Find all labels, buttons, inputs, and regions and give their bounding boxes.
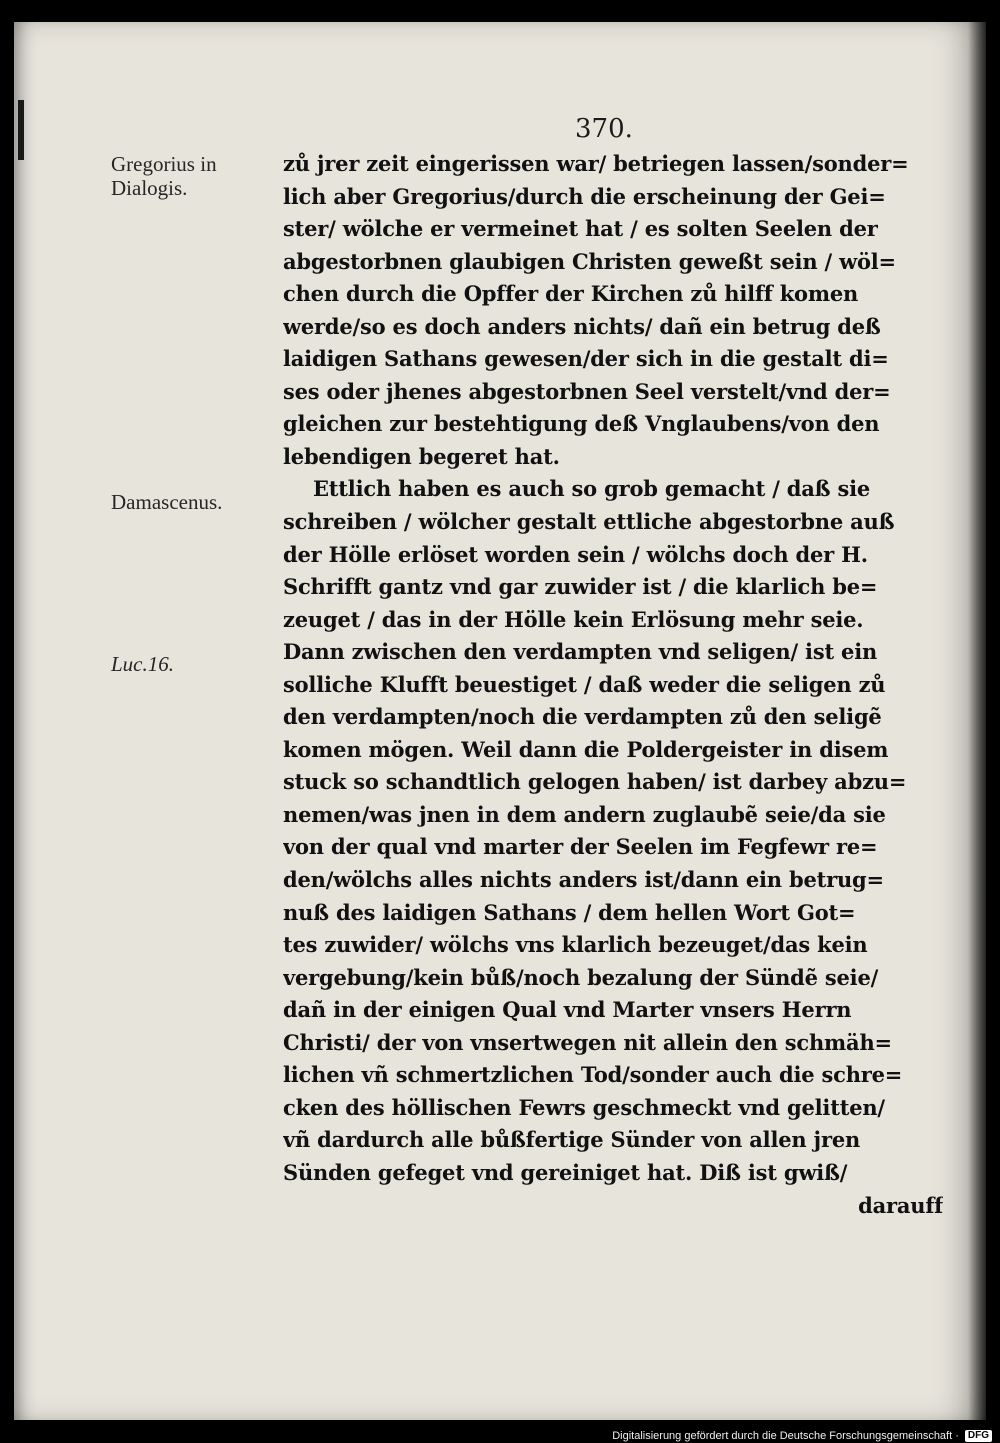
text-line: chen durch die Opffer der Kirchen zů hilff komen [283,281,859,307]
text-line: von der qual vnd marter der Seelen im Fegfewr re= [283,834,878,860]
text-line: den/wölchs alles nichts anders ist/dann ein betrug= [283,867,884,893]
digitization-footer [0,1428,996,1443]
margin-note-luke [111,652,174,676]
text-line: der Hölle erlöset worden sein / wölchs doch der H. [283,541,868,567]
text-line: Dann zwischen den verdampten vnd seligen/ ist ein [283,639,878,665]
text-line: ses oder jhenes abgestorbnen Seel verstelt/vnd der= [283,378,891,404]
margin-note-damascenus [111,490,222,514]
text-line: stuck so schandtlich gelogen haben/ ist darbey abzu= [283,769,907,795]
text-line: dañ in der einigen Qual vnd Marter vnsers Herrn [283,997,852,1023]
text-line: Sünden gefeget vnd gereiniget hat. Diß ist gwiß/ [283,1159,848,1185]
margin-note-gregorius [111,152,217,200]
page-edge-mark [18,100,24,160]
text-line: ster/ wölche er vermeinet hat / es solten Seelen der [283,216,878,242]
text-line: Ettlich haben es auch so grob gemacht / daß sie [313,476,871,502]
text-line: gleichen zur bestehtigung deß Vnglaubens/von den [283,411,880,437]
margin-note-line: Luc.16. [111,652,174,676]
text-line: den verdampten/noch die verdampten zů den seligẽ [283,704,882,730]
text-line: nuß des laidigen Sathans / dem hellen Wort Got= [283,899,856,925]
text-line: solliche Klufft beuestiget / daß weder die seligen zů [283,671,886,697]
text-line: lichen vñ schmertzlichen Tod/sonder auch die schre= [283,1062,903,1088]
text-line: zeuget / das in der Hölle kein Erlösung mehr seie. [283,606,864,632]
margin-note-line: Dialogis. [111,176,188,200]
page-number: 370. [575,114,633,144]
text-line: vergebung/kein bůß/noch bezalung der Sündẽ seie/ [283,964,879,990]
text-line: lich aber Gregorius/durch die erscheinung der Gei= [283,183,886,209]
text-line: vñ dardurch alle bůßfertige Sünder von allen jren [283,1127,861,1153]
dfg-logo-icon: DFG [965,1430,992,1442]
text-line: lebendigen begeret hat. [283,443,560,469]
text-line: laidigen Sathans gewesen/der sich in die gestalt di= [283,346,889,372]
text-line: cken des höllischen Fewrs geschmeckt vnd gelitten/ [283,1094,885,1120]
text-line: nemen/was jnen in dem andern zuglaubẽ seie/da sie [283,801,886,827]
text-line: Schrifft gantz vnd gar zuwider ist / die klarlich be= [283,574,878,600]
footer-credit-text: Digitalisierung gefördert durch die Deutsche Forschungsgemeinschaft · [612,1429,959,1442]
text-line: komen mögen. Weil dann die Poldergeister in disem [283,736,889,762]
text-line: zů jrer zeit eingerissen war/ betriegen lassen/sonder= [283,151,909,176]
text-line: abgestorbnen glaubigen Christen geweßt sein / wöl= [283,248,896,274]
text-line: tes zuwider/ wölchs vns klarlich bezeuget/das kein [283,932,868,958]
margin-note-line: Gregorius in [111,152,217,176]
catchword: darauff [858,1192,943,1218]
text-line: Christi/ der von vnsertwegen nit allein den schmäh= [283,1029,892,1055]
main-text-block [283,148,943,1222]
text-line: werde/so es doch anders nichts/ dañ ein betrug deß [283,313,881,339]
text-line: schreiben / wölcher gestalt ettliche abgestorbne auß [283,509,895,535]
page-gutter-shadow [968,22,986,1420]
margin-note-line: Damascenus. [111,490,223,514]
